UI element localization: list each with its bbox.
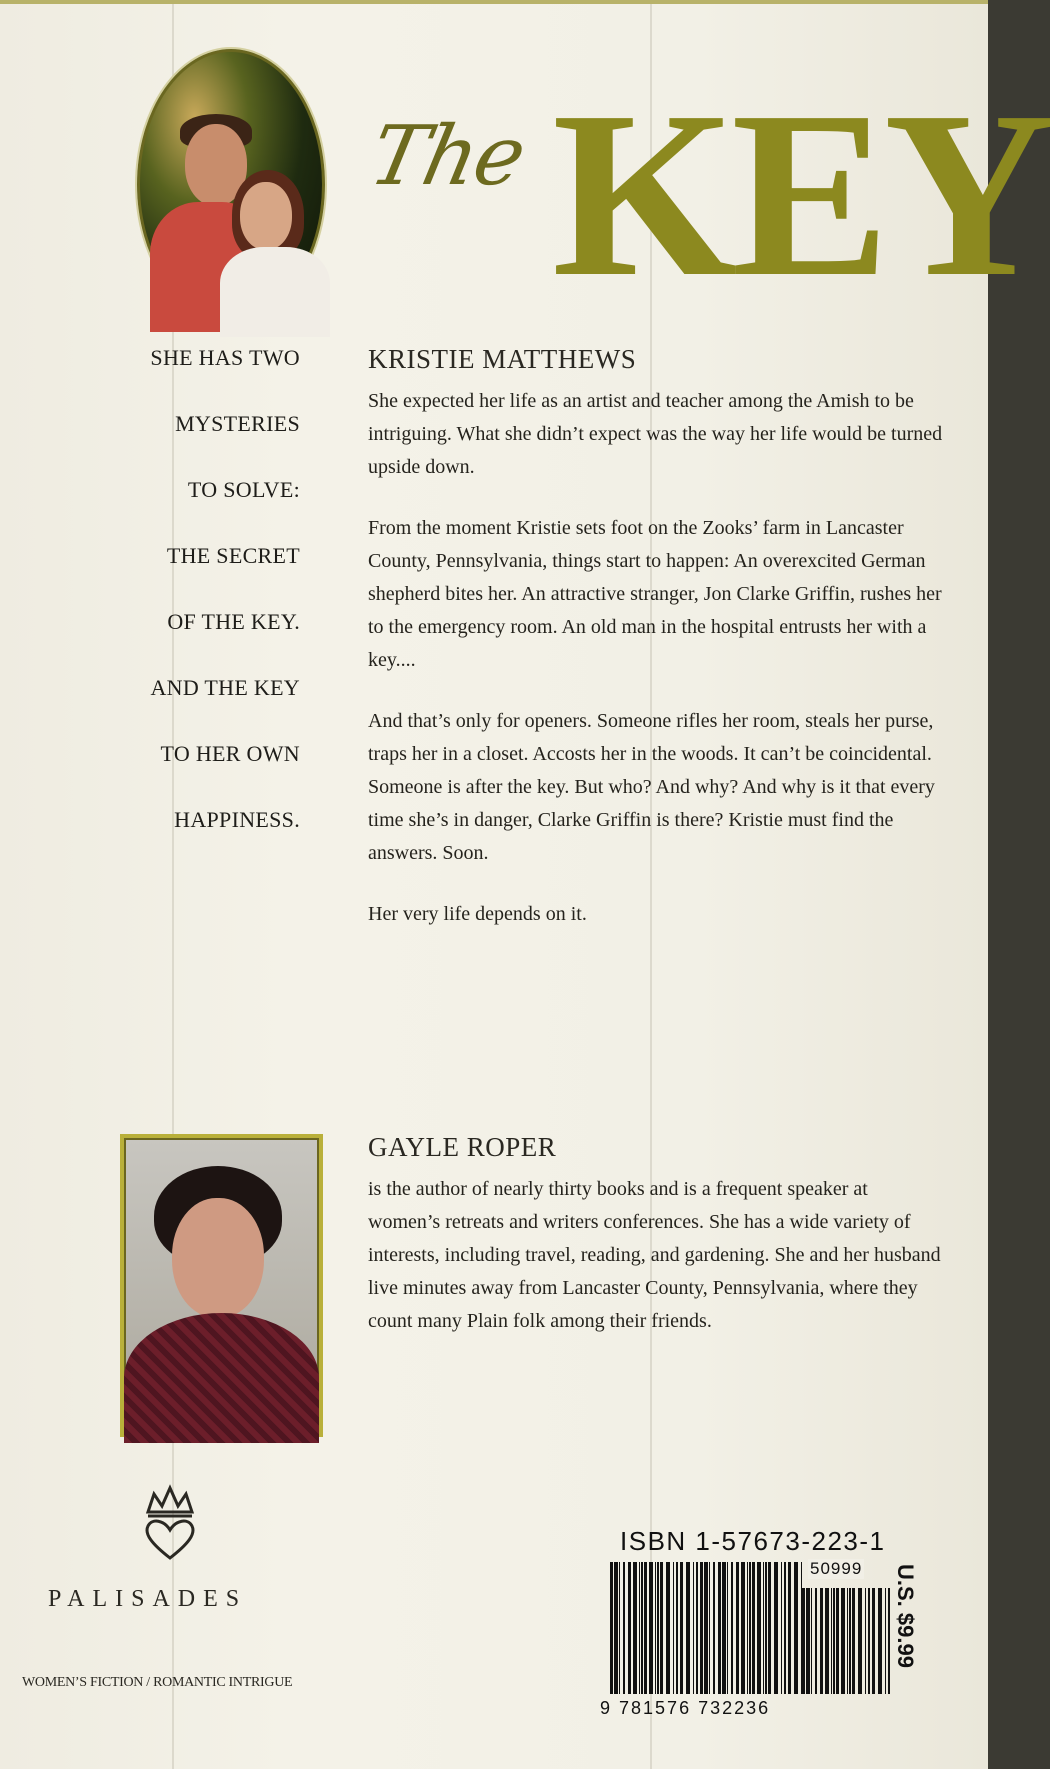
teaser-line: AND THE KEY [150,675,300,700]
teaser-line: TO SOLVE: [187,477,300,502]
blurb-paragraph: Her very life depends on it. [368,903,587,925]
teaser-line: TO HER OWN [160,741,300,766]
blurb-paragraph: She expected her life as an artist and teacher among the Amish to be intriguing. What she didn’t expect was the way her life would be turned upside down. [368,390,943,478]
author-bio [368,1132,943,1366]
blurb-paragraph: From the moment Kristie sets foot on the Zooks’ farm in Lancaster County, Pennsylvania, things start to happen: An overexcited German shepherd bites her. An attractive stranger, Jon Clarke Griffin, rushes her to the emergency room. An old man in the hospital entrusts her with a key.... [368,517,942,671]
teaser-line: THE SECRET [166,543,300,568]
teaser-line: MYSTERIES [175,411,300,436]
genre-label: WOMEN’S FICTION / ROMANTIC INTRIGUE [22,1675,293,1690]
book-title: KEY [552,63,1050,326]
teaser-line: OF THE KEY. [167,609,300,634]
couple-portrait [137,49,325,320]
price: U.S. $9.99 [893,1564,918,1668]
teaser-column [150,346,300,874]
barcode-digits: 9 781576 732236 [600,1698,771,1718]
author-name: GAYLE ROPER [368,1132,557,1162]
blurb-paragraph: And that’s only for openers. Someone rifles her room, steals her purse, traps her in a closet. Accosts her in the woods. It can’t be coincidental. Someone is after the key. But who? And why? And why is it that every time she’s in danger, Clarke Griffin is there? Kristie must find the answers. Soon. [368,710,935,864]
publisher-name: PALISADES [48,1586,248,1612]
blurb-heading: KRISTIE MATTHEWS [368,344,637,374]
barcode-addon [800,1562,892,1694]
title-prefix: The [361,109,533,204]
isbn: ISBN 1-57673-223-1 [620,1526,886,1556]
author-photo [120,1134,323,1437]
teaser-line: HAPPINESS. [174,807,300,832]
blurb [368,344,943,959]
barcode [608,1562,804,1694]
crown-heart-icon [140,1484,200,1564]
teaser-line: SHE HAS TWO [150,345,300,370]
author-bio-text: is the author of nearly thirty books and is a frequent speaker at women’s retreats and writers conferences. She has a wide variety of interests, including travel, reading, and gardening. She and her husband live minutes away from Lancaster County, Pennsylvania, where they count many Plain folk among their friends. [368,1178,941,1332]
barcode-addon-digits: 50999 [810,1559,863,1578]
